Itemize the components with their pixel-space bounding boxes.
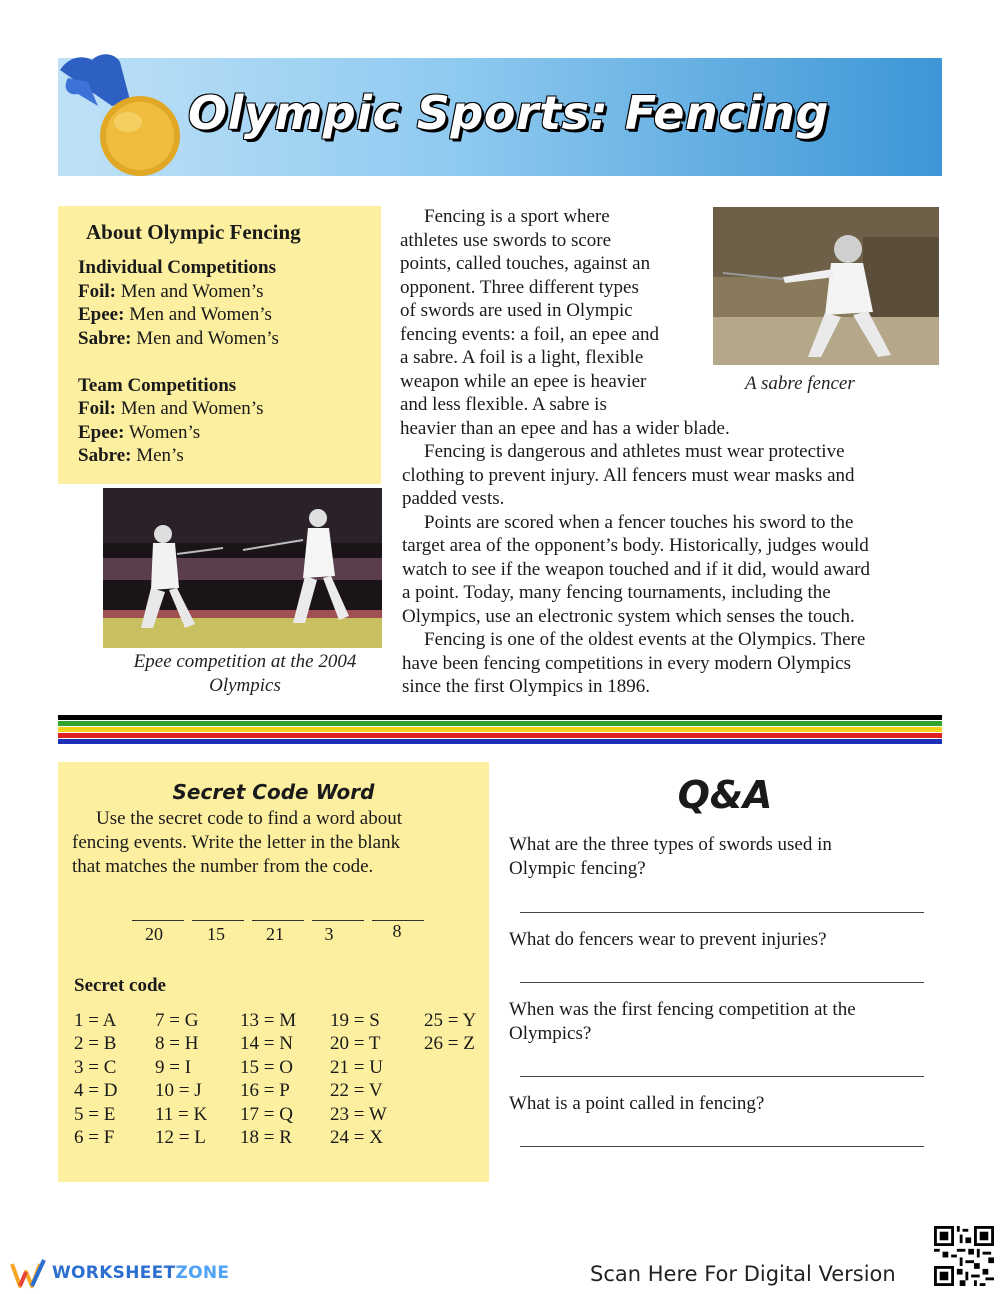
answer-blank-4[interactable] [312,906,364,921]
individual-epee: Epee: Men and Women’s [78,304,272,325]
qr-code-icon[interactable] [934,1226,994,1286]
article-line: a point. Today, many fencing tournaments, including the [402,582,831,603]
individual-foil: Foil: Men and Women’s [78,281,264,302]
brand-main: WORKSHEET [52,1263,176,1283]
code-entry: 25 = Y [424,1010,477,1031]
question-3 [509,998,929,1046]
team-epee: Epee: Women’s [78,422,201,443]
question-line: What do fencers wear to prevent injuries? [509,929,827,950]
article-line: heavier than an epee and has a wider blade. [400,418,730,439]
individual-heading: Individual Competitions [78,257,276,278]
brand-name[interactable] [52,1263,229,1283]
code-entry: 9 = I [155,1057,192,1078]
question-line: When was the first fencing competition at the [509,999,856,1020]
article-line: weapon while an epee is heavier [400,371,647,392]
about-title: About Olympic Fencing [86,220,301,244]
team-sabre: Sabre: Men’s [78,445,184,466]
article-line: Points are scored when a fencer touches his sword to the [424,512,854,533]
blank-number: 3 [324,924,334,944]
worksheet-zone-logo-icon [10,1258,50,1290]
epee-competition-photo [103,488,382,648]
olympic-ring-stripes [58,715,942,748]
code-entry: 19 = S [330,1010,380,1031]
answer-blank-1[interactable] [132,906,184,921]
code-entry: 12 = L [155,1127,206,1148]
article-line: Fencing is a sport where [424,206,610,227]
question-line: What are the three types of swords used in [509,834,832,855]
qa-title: Q&A [677,773,773,817]
code-entry: 17 = Q [240,1104,293,1125]
code-entry: 6 = F [74,1127,115,1148]
question-line: Olympic fencing? [509,858,646,879]
code-entry: 21 = U [330,1057,383,1078]
code-entry: 20 = T [330,1033,381,1054]
article-line: of swords are used in Olympic [400,300,633,321]
sabre-caption: A sabre fencer [745,373,855,394]
answer-line-3[interactable] [520,1075,924,1077]
code-entry: 14 = N [240,1033,293,1054]
brand-accent: ZONE [175,1263,230,1283]
code-entry: 11 = K [155,1104,208,1125]
article-line: watch to see if the weapon touched and if it did, would award [402,559,870,580]
gold-medal-icon [58,48,208,178]
answer-blank-2[interactable] [192,906,244,921]
question-4 [509,1092,929,1116]
article-line: have been fencing competitions in every modern Olympics [402,653,852,674]
article-line: Olympics, use an electronic system which senses the touch. [402,606,855,627]
code-entry: 5 = E [74,1104,116,1125]
code-entry: 18 = R [240,1127,292,1148]
article-line: clothing to prevent injury. All fencers must wear masks and [402,465,855,486]
blank-number: 8 [392,921,402,941]
team-foil: Foil: Men and Women’s [78,398,264,419]
epee-caption [103,650,387,698]
article-line: fencing events: a foil, an epee and [400,324,660,345]
code-entry: 1 = A [74,1010,117,1031]
article-line: Fencing is one of the oldest events at the Olympics. There [424,629,866,650]
code-entry: 23 = W [330,1104,387,1125]
scan-instructions: Scan Here For Digital Version [590,1262,896,1286]
article-line: a sabre. A foil is a light, flexible [400,347,644,368]
blank-number: 20 [145,924,163,944]
question-1 [509,833,929,881]
code-entry: 26 = Z [424,1033,475,1054]
page-title: Olympic Sports: Fencing [188,86,829,140]
article-line: and less flexible. A sabre is [400,394,607,415]
article-line: padded vests. [402,488,505,509]
code-entry: 16 = P [240,1080,290,1101]
epee-caption-line-1: Epee competition at the 2004 [133,651,357,672]
article-line: points, called touches, against an [400,253,651,274]
question-line: Olympics? [509,1023,592,1044]
code-entry: 8 = H [155,1033,199,1054]
blank-number: 21 [266,924,284,944]
code-entry: 4 = D [74,1080,118,1101]
code-entry: 7 = G [155,1010,199,1031]
team-heading: Team Competitions [78,375,237,396]
blank-number: 15 [207,924,225,944]
answer-blank-5[interactable] [372,906,424,921]
code-entry: 10 = J [155,1080,202,1101]
individual-sabre: Sabre: Men and Women’s [78,328,279,349]
question-line: What is a point called in fencing? [509,1093,765,1114]
code-entry: 13 = M [240,1010,297,1031]
secret-code-title: Secret Code Word [172,780,375,804]
answer-blank-3[interactable] [252,906,304,921]
epee-caption-line-2: Olympics [209,675,281,696]
secret-code-label: Secret code [74,975,166,996]
answer-line-4[interactable] [520,1145,924,1147]
code-entry: 3 = C [74,1057,117,1078]
code-instructions-line: fencing events. Write the letter in the blank [72,832,401,853]
answer-line-2[interactable] [520,981,924,983]
code-entry: 24 = X [330,1127,383,1148]
code-instructions-line: Use the secret code to find a word about [96,808,403,829]
code-entry: 15 = O [240,1057,293,1078]
article-line: athletes use swords to score [400,230,612,251]
article-line: opponent. Three different types [400,277,639,298]
article-line: since the first Olympics in 1896. [402,676,651,697]
stripe-blue [58,739,942,744]
answer-line-1[interactable] [520,911,924,913]
sabre-fencer-photo [713,207,939,365]
article-line: Fencing is dangerous and athletes must wear protective [424,441,845,462]
code-instructions-line: that matches the number from the code. [72,856,374,877]
question-2 [509,928,929,952]
article-line: target area of the opponent’s body. Historically, judges would [402,535,869,556]
code-entry: 22 = V [330,1080,383,1101]
code-entry: 2 = B [74,1033,117,1054]
